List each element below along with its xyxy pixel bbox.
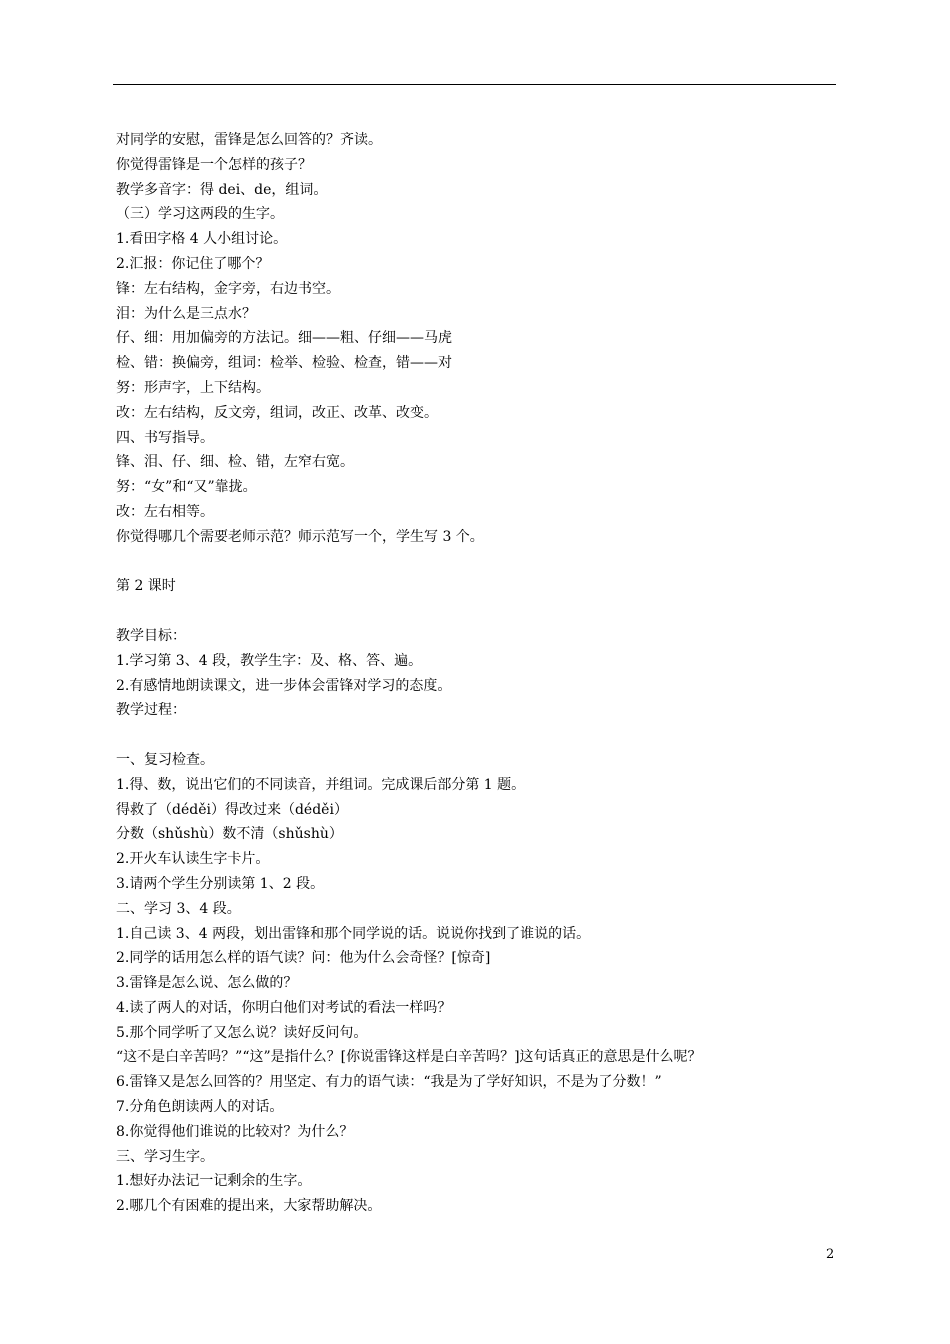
text-line: （三）学习这两段的生字。 xyxy=(116,206,284,223)
text-line: 1.看田字格 4 人小组讨论。 xyxy=(116,231,288,248)
text-line: 3.请两个学生分别读第 1、2 段。 xyxy=(116,875,325,892)
text-line: 5.那个同学听了又怎么说？读好反问句。 xyxy=(116,1024,368,1041)
text-line: 得救了（déděi）得改过来（déděi） xyxy=(116,801,348,818)
text-line: 1.自己读 3、4 两段，划出雷锋和那个同学说的话。说说你找到了谁说的话。 xyxy=(116,925,591,942)
text-line: 1.想好办法记一记剩余的生字。 xyxy=(116,1173,312,1190)
text-line: 4.读了两人的对话，你明白他们对考试的看法一样吗？ xyxy=(116,999,452,1016)
text-line: 改：左右结构，反文旁，组词，改正、改革、改变。 xyxy=(116,404,438,421)
text-line: 三、学习生字。 xyxy=(116,1148,214,1165)
text-line: 2.有感情地朗读课文，进一步体会雷锋对学习的态度。 xyxy=(116,677,452,694)
text-line: 教学过程： xyxy=(116,702,186,719)
text-line: 你觉得哪几个需要老师示范？师示范写一个，学生写 3 个。 xyxy=(116,528,484,545)
text-line: 一、复习检查。 xyxy=(116,751,214,768)
text-line: 对同学的安慰，雷锋是怎么回答的？齐读。 xyxy=(116,132,382,148)
header-rule xyxy=(113,84,836,85)
text-line: 努：形声字，上下结构。 xyxy=(116,379,270,396)
text-line: 7.分角色朗读两人的对话。 xyxy=(116,1099,284,1116)
text-line: 2.开火车认读生字卡片。 xyxy=(116,851,270,868)
text-line: 二、学习 3、4 段。 xyxy=(116,900,241,917)
text-line: 6.雷锋又是怎么回答的？用坚定、有力的语气读：“我是为了学好知识，不是为了分数！” xyxy=(116,1074,662,1091)
text-line: 1.得、数，说出它们的不同读音，并组词。完成课后部分第 1 题。 xyxy=(116,776,526,793)
text-line: 2.同学的话用怎么样的语气读？问：他为什么会奇怪？[惊奇] xyxy=(116,950,491,967)
text-line: 四、书写指导。 xyxy=(116,429,214,446)
text-line: 8.你觉得他们谁说的比较对？为什么？ xyxy=(116,1123,354,1140)
text-line: 分数（shǔshù）数不清（shǔshù） xyxy=(116,826,343,843)
document-body xyxy=(116,128,876,1219)
text-line: 教学目标： xyxy=(116,627,186,644)
text-line: 3.雷锋是怎么说、怎么做的？ xyxy=(116,975,298,992)
blank-line xyxy=(116,599,876,624)
text-line: 检、错：换偏旁，组词：检举、检验、检查，错——对 xyxy=(116,355,452,372)
text-line: 努：“女”和“又”靠拢。 xyxy=(116,479,257,496)
text-line: “这不是白辛苦吗？”“这”是指什么？[你说雷锋这样是白辛苦吗？]这句话真正的意思是什么呢？ xyxy=(116,1049,702,1066)
text-line: 2.哪几个有困难的提出来，大家帮助解决。 xyxy=(116,1198,382,1215)
text-line: 2.汇报：你记住了哪个？ xyxy=(116,255,270,272)
text-line: 仔、细：用加偏旁的方法记。细——粗、仔细——马虎 xyxy=(116,330,452,347)
text-line: 教学多音字：得 dei、de，组词。 xyxy=(116,181,328,198)
text-line: 锋：左右结构，金字旁，右边书空。 xyxy=(116,280,340,297)
page-number: 2 xyxy=(826,1247,835,1262)
blank-line xyxy=(116,550,876,575)
text-line: 你觉得雷锋是一个怎样的孩子？ xyxy=(116,156,312,173)
text-line: 泪：为什么是三点水？ xyxy=(116,305,256,322)
text-line: 第 2 课时 xyxy=(116,578,176,595)
text-line: 锋、泪、仔、细、检、错，左窄右宽。 xyxy=(116,454,354,471)
text-line: 1.学习第 3、4 段，教学生字：及、格、答、遍。 xyxy=(116,652,423,669)
text-line: 改：左右相等。 xyxy=(116,503,214,520)
blank-line xyxy=(116,723,876,748)
